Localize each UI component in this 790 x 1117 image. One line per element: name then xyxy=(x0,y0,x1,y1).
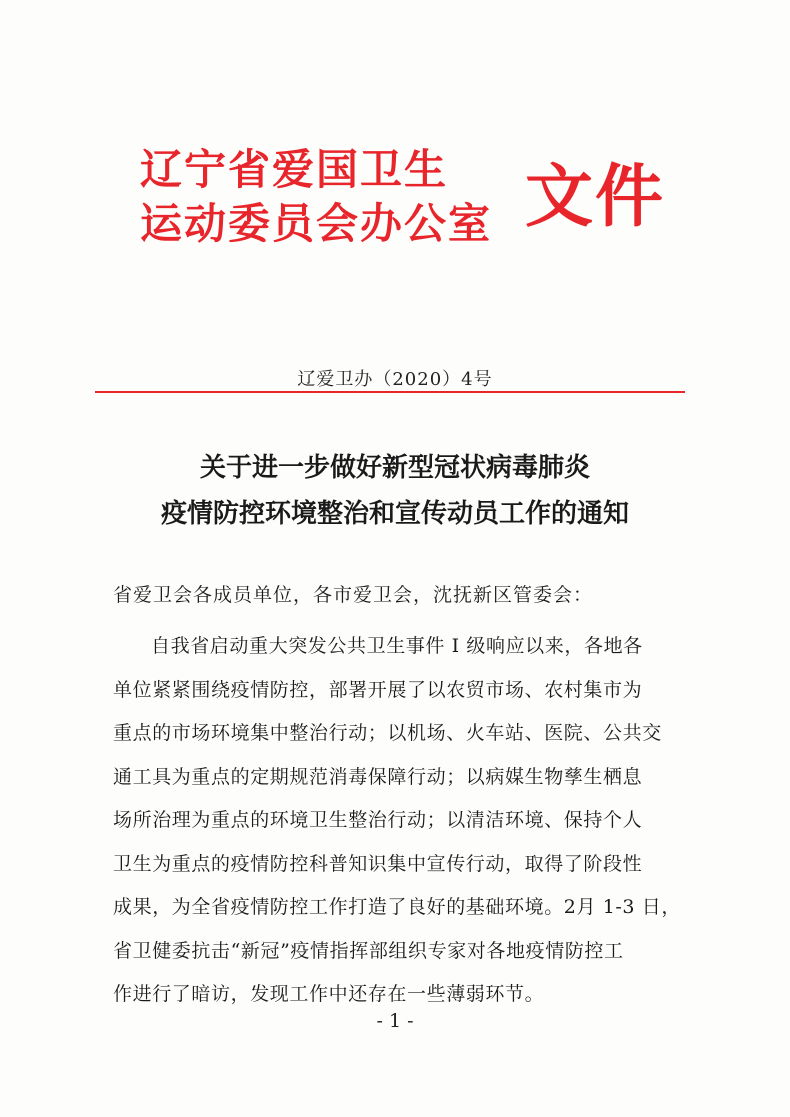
body-line: 卫生为重点的疫情防控科普知识集中宣传行动，取得了阶段性 xyxy=(113,852,643,875)
red-divider-line xyxy=(95,391,685,393)
addressee-line: 省爱卫会各成员单位，各市爱卫会，沈抚新区管委会： xyxy=(113,584,594,606)
document-title xyxy=(0,445,790,537)
body-line: 成果，为全省疫情防控工作打造了良好的基础环境。2月 1-3 日， xyxy=(113,896,681,918)
body-line: 自我省启动重大突发公共卫生事件 I 级响应以来，各地各 xyxy=(151,635,643,657)
body-line: 省卫健委抗击“新冠”疫情指挥部组织专家对各地疫情防控工 xyxy=(113,939,624,962)
document-type: 文件 xyxy=(525,158,666,237)
title-line-1: 关于进一步做好新型冠状病毒肺炎 xyxy=(199,453,590,483)
document-number: 辽爱卫办（2020）4号 xyxy=(297,369,493,390)
body-line: 作进行了暗访，发现工作中还存在一些薄弱环节。 xyxy=(113,983,545,1005)
body-line: 场所治理为重点的环境卫生整治行动；以清洁环境、保持个人 xyxy=(113,809,643,831)
body-line: 重点的市场环境集中整治行动；以机场、火车站、医院、公共交 xyxy=(113,722,662,744)
body-line: 通工具为重点的定期规范消毒保障行动；以病媒生物孳生栖息 xyxy=(113,765,643,788)
body-line: 单位紧紧围绕疫情防控，部署开展了以农贸市场、农村集市为 xyxy=(113,678,643,701)
page-number: - 1 - xyxy=(376,1010,414,1032)
issuer-line-2: 运动委员会办公室 xyxy=(140,199,493,248)
issuer-line-1: 辽宁省爱国卫生 xyxy=(140,145,449,194)
title-line-2: 疫情防控环境整治和宣传动员工作的通知 xyxy=(160,499,629,529)
issuer-name xyxy=(140,143,500,251)
body-paragraph xyxy=(113,625,701,1017)
